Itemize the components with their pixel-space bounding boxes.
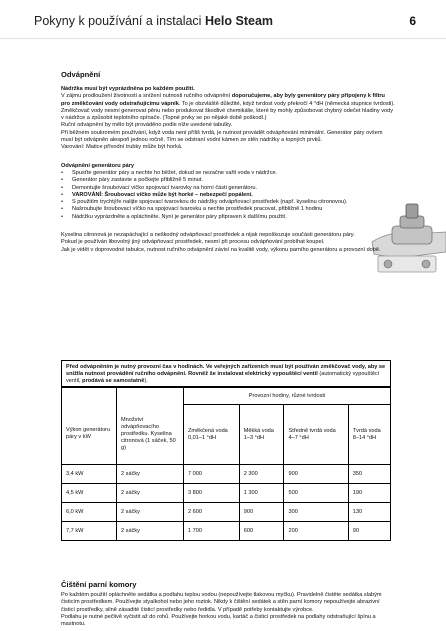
table-cell: 7,7 kW (62, 522, 117, 541)
descaling-paragraph-3: Ruční odvápnění by mělo být prováděno podle níže uvedené tabulky. (61, 122, 233, 129)
table-cell: 900 (239, 503, 284, 522)
power-header: Výkon generátoru páry v kW (62, 405, 117, 465)
table-cell: 2 sáčky (117, 503, 184, 522)
list-item: • Demontujte šroubovací víčko spojovací tvarovky na horní části generátoru. (61, 185, 395, 192)
generator-warning: • VAROVÁNÍ: Šroubovací víčko může být horké – nebezpečí popálení. (61, 192, 395, 199)
descaling-paragraph-5: Varování: Matice přívodní trubky může být horká. (61, 144, 183, 151)
table-cell: 6,0 kW (62, 503, 117, 522)
descaling-paragraph-2: Změkčovač vody nesmí generovat pěnu nebo produkovat škodlivé chemikálie, které by mohly způsobovat chybný odečet hladiny vody v nádržce a způsobit teplotního spínače. (Topné prvky se po nějaké době poškodí.) (61, 107, 394, 122)
amount-header: Množství odvápňovacího prostředku. Kyselina citronová (1 sáček, 50 g) (117, 405, 184, 465)
table-cell (117, 388, 184, 405)
list-item: • Našroubujte šroubovací víčko na spojovací tvarovku a nechte prostředek pracovat, přibližně 1 hodinu (61, 206, 395, 213)
cleaning-heading: Čištění parní komory (61, 580, 137, 589)
document-title (34, 14, 273, 28)
table-cell: 350 (348, 465, 390, 484)
soft-water-header: Změkčená voda 0,01–1 °dH (184, 405, 240, 465)
table-row (62, 503, 391, 522)
table-cell: 2 300 (239, 465, 284, 484)
table-cell (62, 388, 117, 405)
document-title-brand: Helo Steam (204, 14, 274, 28)
list-item: • S použitím trychtýře nalijte spojovací tvarovkou do nádržky odvápňovací prostředek (např. kyselinu citronovou). (61, 199, 395, 206)
list-item: • Nádržku vyprázdněte a opláchněte. Nyní je generátor páry připraven k dalšímu použití. (61, 214, 395, 221)
page-number: 6 (409, 14, 416, 28)
generator-heading: Odvápnění generátoru páry (61, 162, 135, 169)
hardness-header: Provozní hodiny, různé tvrdosti (184, 388, 391, 405)
table-row (62, 522, 391, 541)
table-cell: 4,5 kW (62, 484, 117, 503)
table-cell: 200 (284, 522, 348, 541)
table-cell: 190 (348, 484, 390, 503)
cleaning-section (61, 580, 391, 628)
list-item: • Spusťte generátor páry a nechte ho běžet, dokud se nezačne vařit voda v nádržce. (61, 170, 395, 177)
cleaning-paragraph-2: Podlahu je nutné pečlivě vyčistit až do rohů. Používejte horkou vodu, kartáč a čisticí prostředek na podlahy odstraňující špínu a mastnotu. (61, 613, 376, 628)
table-cell: 300 (284, 503, 348, 522)
descaling-heading: Odvápnění (61, 70, 101, 79)
page-header (0, 0, 446, 39)
table-cell: 1 300 (239, 484, 284, 503)
descaling-paragraph-1: V zájmu prodloužení životnosti a snížení nutnosti ručního odvápnění doporučujeme, aby byly generátory páry připojeny k filtru pro změkčování vody odstraňujícímu vápník. To je obzvláště důležité, když tvrdost vody překročí 4 °dH (německá stupnice tvrdosti). (61, 93, 395, 107)
info-paragraph-3: Jak je vidět v doprovodné tabulce, nutnost ručního odvápnění závisí na kvalitě vody, výkonu parního generátoru a provozní době. (61, 246, 381, 253)
tank-empty-notice: Nádržka musí být vyprázdněna po každém použití. (61, 86, 195, 92)
table-cell: 2 sáčky (117, 465, 184, 484)
descaling-table (61, 387, 391, 541)
table-cell: 90 (348, 522, 390, 541)
table-cell: 1 700 (184, 522, 240, 541)
descaling-section (61, 70, 395, 254)
medium-water-header: Středně tvrdá voda 4–7 °dH (284, 405, 348, 465)
list-item: • Generátor páry zastavte a počkejte přibližně 5 minut. (61, 177, 395, 184)
table-cell: 500 (284, 484, 348, 503)
table-cell: 900 (284, 465, 348, 484)
table-cell: 2 sáčky (117, 484, 184, 503)
light-water-header: Měkká voda 1–3 °dH (239, 405, 284, 465)
descaling-paragraph-4: Při běžném soukromém používání, když voda není příliš tvrdá, je nutnost provádět odvápňování minimální. Generátor páry ovšem musí být odvápněn alespoň jednou ročně. Tím se odstraní vodní kámen ze stěn nádržky a topných prvků. (61, 129, 383, 144)
table-row (62, 484, 391, 503)
generator-steps-list (61, 170, 395, 221)
table-cell: 3 800 (184, 484, 240, 503)
table-row (62, 465, 391, 484)
table-cell: 130 (348, 503, 390, 522)
document-title-prefix: Pokyny k používání a instalaci (34, 14, 205, 28)
table-cell: 3,4 kW (62, 465, 117, 484)
table-cell: 600 (239, 522, 284, 541)
cleaning-paragraph-1: Po každém použití opláchněte sedátka a podlahu teplou vodou (nepoužívejte tlakovou myčku). Pravidelně čistěte sedátka slabým čisticím prostředkem. Používejte styalkohol nebo jeho roztok. Nikdy k čištění sedátek a stěn parní komory nepoužívejte abrazivní čisticí prostředky, silně zásadité čisticí prostředky nebo ředidla. V případě potřeby kontaktujte výrobce. (61, 592, 382, 613)
operating-hours-notice: Před odvápněním je nutný provozní čas v hodinách. Ve veřejných zařízeních musí být používán změkčovač vody, aby se snížila nutnost provádění ručního odvápnění. Rovněž še instalovat elektrický vypouštěcí ventil (automatický vypouštěcí ventil, prodává se samostatně). (61, 360, 391, 387)
hard-water-header: Tvrdá voda 8–14 °dH (348, 405, 390, 465)
table-cell: 2 600 (184, 503, 240, 522)
table-cell: 2 sáčky (117, 522, 184, 541)
table-cell: 7 000 (184, 465, 240, 484)
info-paragraph-1: Kyselina citronová je nezapáchající a neškodný odvápňovací prostředek a nijak nepoškozuje součásti generátoru páry. (61, 232, 355, 239)
info-paragraph-2: Pokud je používán libovolný jiný odvápňovací prostředek, nesmí při procesu odvápňování probíhat koupel. (61, 239, 325, 246)
